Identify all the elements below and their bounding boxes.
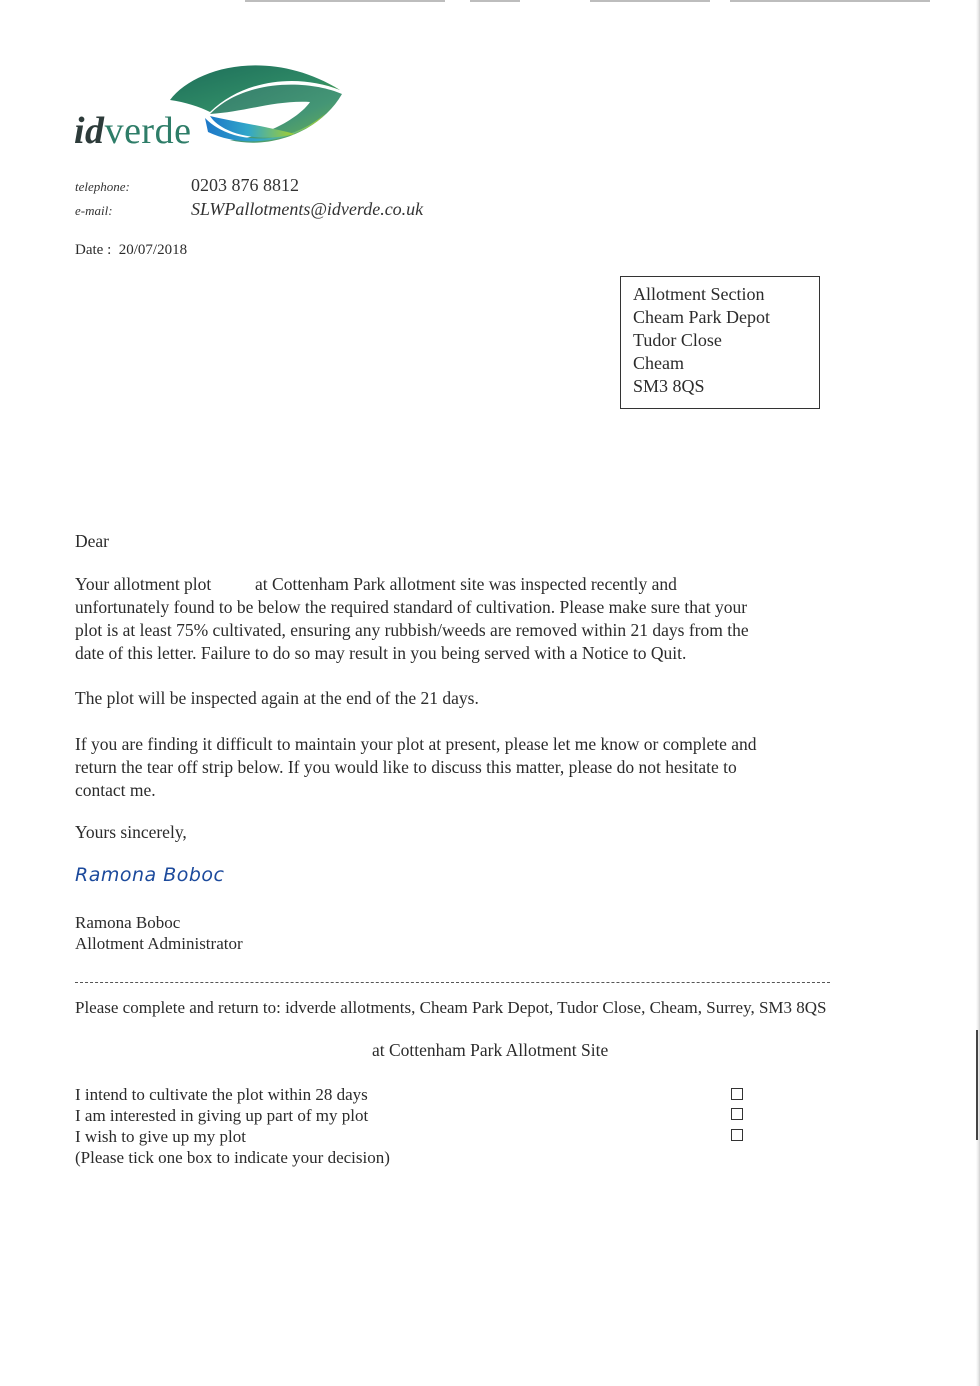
paragraph-line: If you are finding it difficult to maintain your plot at present, please let me know or complete and bbox=[75, 734, 757, 754]
telephone-value: 0203 876 8812 bbox=[191, 175, 299, 195]
date-label: Date : bbox=[75, 242, 112, 258]
email-label: e-mail: bbox=[75, 203, 113, 218]
checkbox-cultivate[interactable] bbox=[731, 1088, 743, 1100]
logo-wordmark bbox=[74, 109, 191, 153]
scan-edge bbox=[245, 0, 445, 2]
paragraph-line: plot is at least 75% cultivated, ensuring any rubbish/weeds are removed within 21 days from the bbox=[75, 620, 749, 640]
paragraph-line: date of this letter. Failure to do so may result in you being served with a Notice to Quit. bbox=[75, 643, 687, 663]
signer-name: Ramona Boboc bbox=[75, 913, 181, 932]
handwritten-signature: Ramona Boboc bbox=[75, 864, 225, 886]
paragraph-line: Your allotment plot at Cottenham Park allotment site was inspected recently and bbox=[75, 574, 677, 594]
address-line: Tudor Close bbox=[633, 330, 722, 350]
paragraph-contact bbox=[75, 733, 865, 802]
paragraph-inspection bbox=[75, 573, 865, 665]
return-instructions bbox=[75, 996, 905, 1019]
signer-block bbox=[75, 912, 865, 954]
salutation: Dear bbox=[75, 531, 110, 551]
email-value: SLWPallotments@idverde.co.uk bbox=[191, 199, 424, 219]
paragraph-line: return the tear off strip below. If you would like to discuss this matter, please do not hesitate to bbox=[75, 757, 737, 777]
checkbox-give-up-plot[interactable] bbox=[731, 1129, 743, 1141]
decision-options bbox=[75, 1084, 865, 1168]
option-give-up-plot: I wish to give up my plot bbox=[75, 1127, 246, 1146]
option-cultivate: I intend to cultivate the plot within 28 days bbox=[75, 1085, 368, 1104]
return-address: Please complete and return to: idverde allotments, Cheam Park Depot, Tudor Close, Cheam, Surrey, SM3 8QS bbox=[75, 998, 827, 1017]
site-name: at Cottenham Park Allotment Site bbox=[372, 1040, 609, 1060]
tick-instruction: (Please tick one box to indicate your decision) bbox=[75, 1148, 390, 1167]
logo-wordmark-suffix: verde bbox=[104, 110, 192, 152]
scan-edge bbox=[976, 0, 980, 1386]
address-line: SM3 8QS bbox=[633, 376, 705, 396]
date-value: 20/07/2018 bbox=[118, 242, 188, 258]
scan-edge bbox=[730, 0, 930, 2]
signer-title: Allotment Administrator bbox=[75, 934, 243, 953]
logo-wordmark-prefix: id bbox=[74, 110, 105, 152]
address-line: Cheam Park Depot bbox=[633, 307, 770, 327]
option-give-up-part: I am interested in giving up part of my plot bbox=[75, 1106, 369, 1125]
paragraph-line: unfortunately found to be below the required standard of cultivation. Please make sure that your bbox=[75, 597, 748, 617]
address-line: Allotment Section bbox=[633, 284, 765, 304]
closing: Yours sincerely, bbox=[75, 822, 187, 842]
scan-edge bbox=[470, 0, 520, 2]
paragraph-reinspection: The plot will be inspected again at the end of the 21 days. bbox=[75, 688, 479, 708]
scan-edge bbox=[976, 1030, 978, 1140]
address-box bbox=[620, 276, 820, 409]
address-line: Cheam bbox=[633, 353, 684, 373]
paragraph-line: contact me. bbox=[75, 780, 156, 800]
scan-edge bbox=[590, 0, 710, 2]
letter-date bbox=[75, 242, 187, 259]
checkbox-give-up-part[interactable] bbox=[731, 1108, 743, 1120]
tear-off-line bbox=[75, 982, 830, 983]
company-logo bbox=[70, 52, 350, 152]
telephone-label: telephone: bbox=[75, 179, 130, 194]
